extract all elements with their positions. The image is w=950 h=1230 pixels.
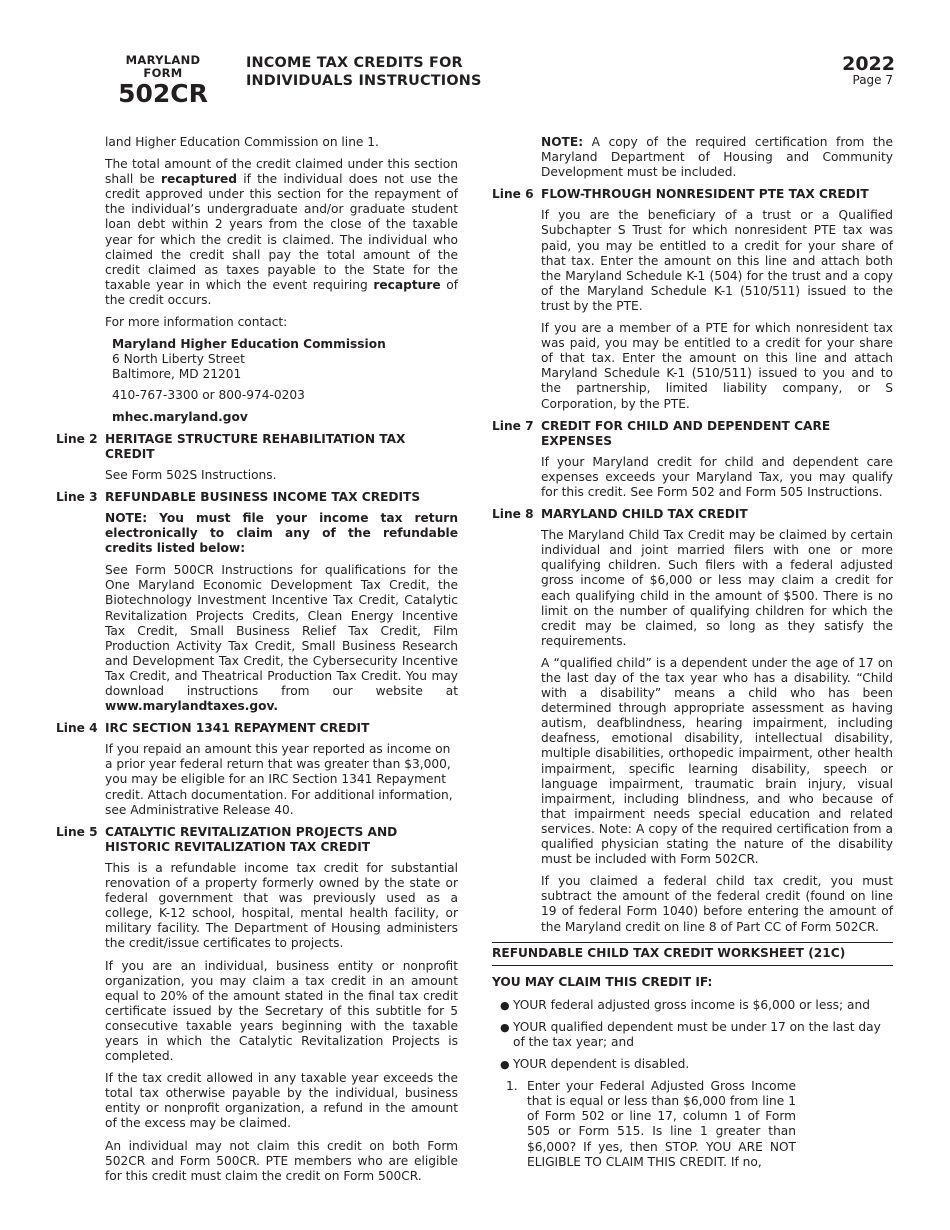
recapture-bold-1: recaptured	[161, 172, 237, 187]
line-3-body: See Form 500CR Instructions for qualifications for the One Maryland Economic Development Tax Credit, the Biotechnology Investment Incentive Tax Credit, Catalytic Revitalization Projects Credits, Clean Energy Incentive Tax Credit, Small Business Relief Tax Credit, Film Production Activity Tax Credit, Small Business Research and Development Tax Credit, the Cybersecurity Incentive Tax Credit, and Theatrical Production Tax Credit. You may download instructions from our website at	[105, 563, 458, 698]
left-column	[56, 135, 458, 1191]
line-3-text	[56, 563, 458, 714]
line-4-text: If you repaid an amount this year reported as income on a prior year federal return that was greater than $3,000, you may be eligible for an IRC Section 1341 Repayment credit. Attach documentation. For additional information, see Administrative Release 40.	[105, 742, 453, 817]
worksheet-bullet	[492, 998, 893, 1013]
intro-text: land Higher Education Commission on line 1.	[105, 135, 379, 149]
line-5-paragraph-1: This is a refundable income tax credit for substantial renovation of a property formerly owned by the state or federal government that was previously used as a college, K-12 school, hospital, mental health facility, or military facility. The Department of Housing administers the credit/issue certificates to projects.	[105, 860, 458, 951]
line-4-label: Line 4	[56, 721, 98, 736]
line-5-paragraph-4: An individual may not claim this credit on both Form 502CR and Form 500CR. PTE members who are eligible for this credit must claim the credit on Form 500CR.	[105, 1138, 458, 1183]
worksheet-step-1	[492, 1079, 796, 1170]
line-2-label: Line 2	[56, 431, 98, 446]
recapture-text-2: if the individual does not use the credit approved under this section for the repayment of the individual’s undergraduate and/or graduate student loan debt within 2 years from the close of the taxable year for which the credit is claimed. The individual who claimed the credit shall pay the total amount of the credit claimed as taxes payable to the State for the taxable year in which the event requiring	[105, 172, 458, 292]
line-3-website: www.marylandtaxes.gov.	[105, 699, 279, 714]
recapture-paragraph	[56, 157, 458, 308]
contact-phone: 410-767-3300 or 800-974-0203	[112, 388, 305, 403]
note-text: A copy of the required certification from the Maryland Department of Housing and Community Development must be included.	[541, 135, 893, 180]
line-6-paragraph-1: If you are the beneficiary of a trust or a Qualified Subchapter S Trust for which nonresident PTE tax was paid, you may be entitled to a credit for your share of that tax. Enter the amount on this line and attach both the Maryland Schedule K-1 (504) for the trust and a copy of the Maryland Schedule K-1 (510/511) issued to the trust by the PTE.	[541, 208, 893, 313]
recapture-bold-2: recapture	[373, 277, 441, 292]
bullet-text: YOUR federal adjusted gross income is $6,000 or less; and	[513, 997, 870, 1012]
line-8-paragraph-2: A “qualified child” is a dependent under the age of 17 on the last day of the tax year who has a disability. “Child with a disability” means a child who has been determined through appropriate assessment as having autism, deafblindness, hearing impairment, including deafness, emotional disability, intellectual disability, multiple disabilities, orthopedic impairment, other health impairment, specific learning disability, speech or language impairment, traumatic brain injury, visual impairment, including blindness, and who because of that impairment needs special education and related services. Note: A copy of the required certification from a qualified physician stating the nature of the disability must be included with Form 502CR.	[541, 655, 893, 867]
line-8-paragraph-3: If you claimed a federal child tax credit, you must subtract the amount of the federal credit (found on line 19 of federal Form 1040) before entering the amount of the Maryland credit on line 8 of Part CC of Form 502CR.	[541, 874, 893, 934]
line-4-heading	[56, 721, 458, 736]
note-label: NOTE:	[541, 135, 584, 149]
line-8-label: Line 8	[492, 507, 534, 522]
line-6-title: FLOW-THROUGH NONRESIDENT PTE TAX CREDIT	[541, 187, 869, 202]
line-2-title: HERITAGE STRUCTURE REHABILITATION TAX CREDIT	[105, 431, 406, 461]
bullet-icon: ●	[500, 998, 510, 1012]
worksheet-bullet	[492, 1057, 893, 1072]
line-7-title: CREDIT FOR CHILD AND DEPENDENT CARE EXPENSES	[541, 418, 831, 448]
line-5-note	[492, 135, 893, 180]
contact-name: Maryland Higher Education Commission	[112, 337, 386, 352]
contact-city: Baltimore, MD 21201	[112, 367, 242, 382]
line-7-label: Line 7	[492, 418, 534, 433]
line-7-heading	[492, 419, 893, 449]
line-2-heading	[56, 432, 458, 462]
contact-block	[56, 337, 458, 424]
line-8-title: MARYLAND CHILD TAX CREDIT	[541, 507, 748, 522]
line-5-paragraph-3: If the tax credit allowed in any taxable year exceeds the total tax otherwise payable by the individual, business entity or nonprofit organization, a refund in the amount of the excess may be claimed.	[105, 1071, 458, 1131]
step-1-number: 1.	[506, 1079, 518, 1094]
bullet-icon: ●	[500, 1020, 510, 1034]
step-1-text: Enter your Federal Adjusted Gross Income that is equal or less than $6,000 from line 1 of Form 502 or line 17, column 1 of Form 505 or Form 515. Is line 1 greater than $6,000? If yes, then STOP. YOU ARE NOT ELIGIBLE TO CLAIM THIS CREDIT. If no,	[527, 1079, 796, 1169]
worksheet-title: REFUNDABLE CHILD TAX CREDIT WORKSHEET (21C)	[492, 942, 893, 966]
right-column	[492, 135, 893, 1170]
line-4-title: IRC SECTION 1341 REPAYMENT CREDIT	[105, 721, 370, 736]
contact-website: mhec.maryland.gov	[112, 409, 248, 424]
title-line-2: INDIVIDUALS INSTRUCTIONS	[246, 72, 482, 89]
bullet-icon: ●	[500, 1058, 510, 1072]
line-5-title: CATALYTIC REVITALIZATION PROJECTS AND HISTORIC REVITALIZATION TAX CREDIT	[105, 824, 398, 854]
line-3-label: Line 3	[56, 489, 98, 504]
line-3-heading	[56, 490, 458, 505]
line-5-heading	[56, 825, 458, 855]
worksheet-bullet	[492, 1020, 893, 1050]
form-id-block	[108, 54, 218, 108]
line-3-note: NOTE: You must file your income tax return electronically to claim any of the refundable credits listed below:	[105, 510, 458, 556]
form-word: FORM	[143, 66, 183, 80]
recapture-text-3: of the credit occurs.	[105, 277, 458, 307]
state-label: MARYLAND	[125, 53, 201, 67]
recapture-text-1: The total amount of the credit claimed under this section shall be	[105, 157, 458, 187]
more-info-text: For more information contact:	[105, 315, 288, 330]
worksheet-claim-if: YOU MAY CLAIM THIS CREDIT IF:	[492, 974, 713, 989]
line-5-paragraph-2: If you are an individual, business entity or nonprofit organization, you may claim a tax credit in an amount equal to 20% of the amount stated in the final tax credit certificate issued by the Secretary of this subtitle for 5 consecutive taxable years beginning with the taxable years in which the Catalytic Revitalization Projects is completed.	[105, 958, 458, 1064]
line-5-label: Line 5	[56, 824, 98, 839]
form-number: 502CR	[118, 79, 208, 108]
bullet-text: YOUR qualified dependent must be under 17 on the last day of the tax year; and	[513, 1019, 881, 1049]
contact-street: 6 North Liberty Street	[112, 352, 245, 367]
line-3-title: REFUNDABLE BUSINESS INCOME TAX CREDITS	[105, 489, 421, 504]
title-line-1: INCOME TAX CREDITS FOR	[246, 55, 463, 71]
line-2-text: See Form 502S Instructions.	[105, 467, 277, 482]
line-8-paragraph-1: The Maryland Child Tax Credit may be claimed by certain individual and joint married filers with one or more qualifying children. Such filers with a federal adjusted gross income of $6,000 or less may claim a credit for each qualifying child in the amount of $500. There is no limit on the number of qualifying children for which the credit may be claimed, so long as they satisfy the requirements.	[541, 528, 893, 648]
line-6-paragraph-2: If you are a member of a PTE for which nonresident tax was paid, you may be entitled to a credit for your share of that tax. Enter the amount on this line and attach Maryland Schedule K-1 (510/511) issued to you and to the partnership, limited liability company, or S Corporation, by the PTE.	[541, 321, 893, 411]
line-6-label: Line 6	[492, 187, 534, 202]
page-title	[246, 55, 482, 90]
line-7-text: If your Maryland credit for child and dependent care expenses exceeds your Maryland Tax, you may qualify for this credit. See Form 502 and Form 505 Instructions.	[541, 454, 893, 499]
bullet-text: YOUR dependent is disabled.	[513, 1057, 690, 1072]
page-number: Page 7	[852, 73, 893, 87]
line-8-heading	[492, 507, 893, 522]
line-6-heading	[492, 187, 893, 202]
tax-year: 2022	[842, 53, 895, 75]
